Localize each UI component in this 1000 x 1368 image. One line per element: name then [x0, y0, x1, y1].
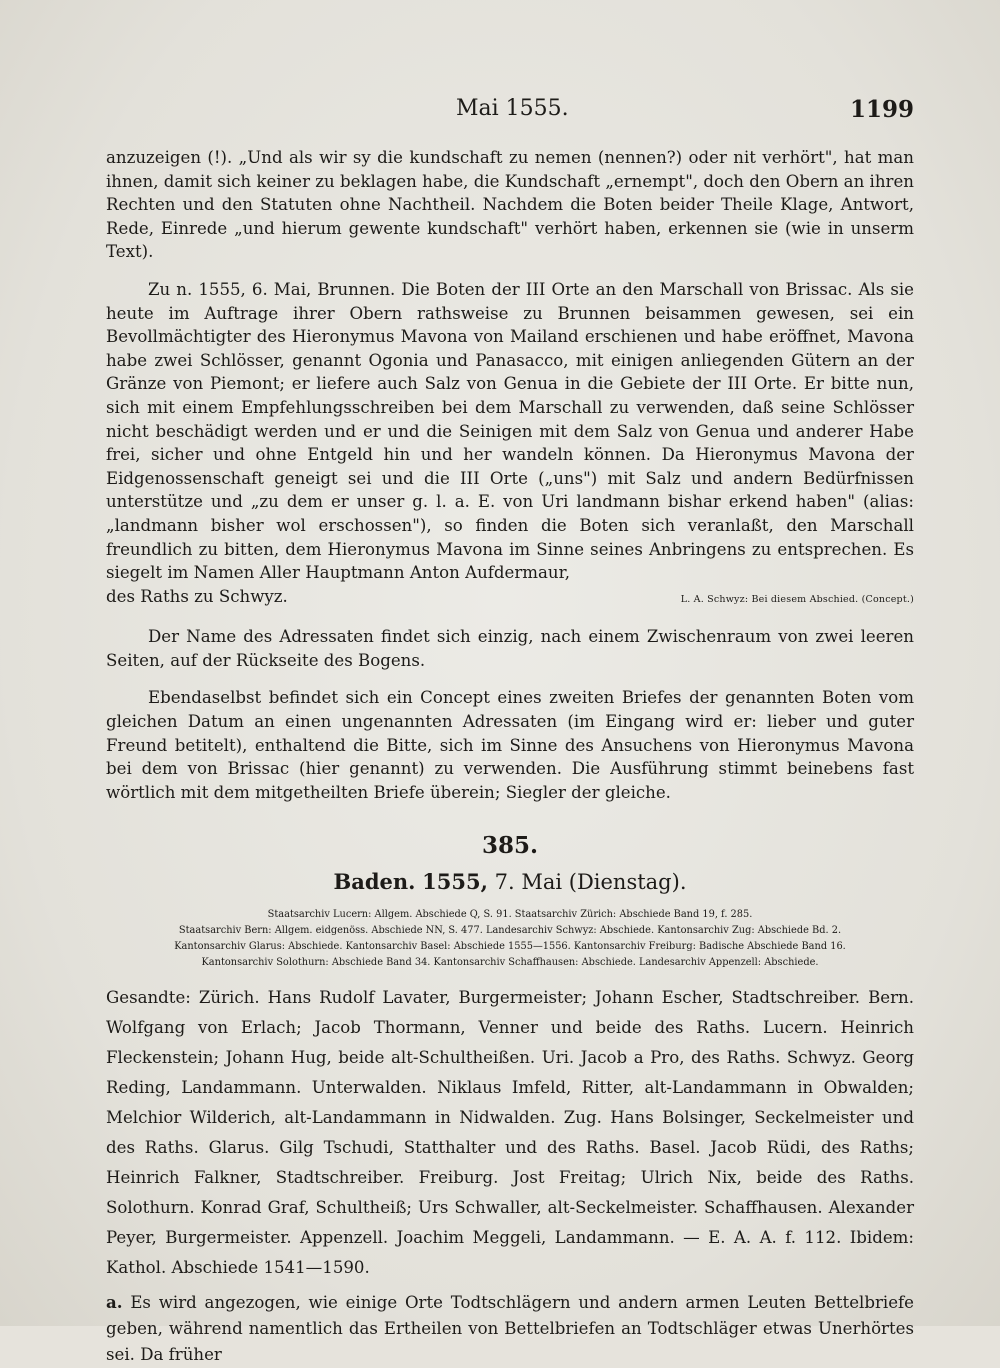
archive-line: Staatsarchiv Bern: Allgem. eidgenöss. Abschiede NN, S. 477. Landesarchiv Schwyz: Abschiede. Kantonsarchiv Zug: Abschiede Bd. 2.	[178, 924, 842, 936]
item-a-text: Es wird angezogen, wie einige Orte Todtschlägern und andern armen Leuten Bettelbriefe geben, während namentlich das Ertheilen von Bettelbriefen an Todtschläger etwas Unerhörtes sei. Da früher	[106, 1292, 914, 1364]
running-title: Mai 1555.	[456, 96, 569, 121]
page-number: 1199	[849, 96, 914, 123]
archive-line: Kantonsarchiv Solothurn: Abschiede Band 34. Kantonsarchiv Schaffhausen: Abschiede. Landesarchiv Appenzell: Abschiede.	[201, 956, 819, 968]
note-paragraph-1: Der Name des Adressaten findet sich einzig, nach einem Zwischenraum von zwei leeren Seiten, auf der Rückseite des Bogens.	[106, 627, 914, 670]
document-date: 7. Mai (Dienstag).	[494, 870, 687, 895]
archive-line: Kantonsarchiv Glarus: Abschiede. Kantonsarchiv Basel: Abschiede 1555—1556. Kantonsarchiv Freiburg: Badische Abschiede Band 16.	[174, 940, 846, 952]
page-header	[80, 96, 914, 130]
supplement-last-line: des Raths zu Schwyz.	[106, 586, 288, 606]
continuation-paragraph: anzuzeigen (!). „Und als wir sy die kundschaft zu nemen (nennen?) oder nit verhört", hat man ihnen, damit sich keiner zu beklagen habe, die Kundschaft „ernempt", doch den Obern an ihren Rechten und den Statuten ohne Nachtheil. Nachdem die Boten beider Theile Klage, Antwort, Rede, Einrede „und hierum gewente kundschaft" verhört haben, erkennen sie (wie in unserm Text).	[106, 148, 914, 262]
page-body	[106, 146, 914, 1368]
supplement-paragraph: Zu n. 1555, 6. Mai, Brunnen. Die Boten der III Orte an den Marschall von Brissac. Als sie heute im Auftrage ihrer Obern rathsweise zu Brunnen beisammen gewesen, sei ein Bevollmächtigter des Hieronymus Mavona von Mailand erschienen und habe eröffnet, Mavona habe zwei Schlösser, genannt Ogonia und Panasacco, mit einigen anliegenden Gütern an der Gränze von Piemont; er liefere auch Salz von Genua in die Gebiete der III Orte. Er bitte nun, sich mit einem Empfehlungsschreiben bei dem Marschall zu verwenden, daß seine Schlösser nicht beschädigt werden und er und die Seinigen mit dem Salz von Genua und anderer Habe frei, sicher und ohne Entgeld hin und her wandeln können. Da Hieronymus Mavona der Eidgenossenschaft geneigt sei und die III Orte („uns") mit Salz und andern Bedürfnissen unterstütze und „zu dem er unser g. l. a. E. von Uri landmann bishar erkend haben" (alias: „landmann bisher wol erschossen"), so finden die Boten sich veranlaßt, den Marschall freundlich zu bitten, dem Hieronymus Mavona im Sinne seines Anbringens zu entsprechen. Es siegelt im Namen Aller Hauptmann Anton Aufdermaur,	[106, 279, 914, 583]
document-heading	[106, 870, 914, 895]
item-a-paragraph	[106, 1289, 914, 1368]
item-letter: a.	[106, 1291, 123, 1312]
document-place: Baden.	[333, 869, 416, 895]
document-number: 385.	[481, 832, 539, 860]
delegates-paragraph: Gesandte: Zürich. Hans Rudolf Lavater, Burgermeister; Johann Escher, Stadtschreiber. Bern. Wolfgang von Erlach; Jacob Thormann, Venner und beide des Raths. Lucern. Heinrich Fleckenstein; Johann Hug, beide alt-Schultheißen. Uri. Jacob a Pro, des Raths. Schwyz. Georg Reding, Landammann. Unterwalden. Niklaus Imfeld, Ritter, alt-Landammann in Obwalden; Melchior Wilderich, alt-Landammann in Nidwalden. Zug. Hans Bolsinger, Seckelmeister und des Raths. Glarus. Gilg Tschudi, Statthalter und des Raths. Basel. Jacob Rüdi, des Raths; Heinrich Falkner, Stadtschreiber. Freiburg. Jost Freitag; Ulrich Nix, beide des Raths. Solothurn. Konrad Graf, Schultheiß; Urs Schwaller, alt-Seckelmeister. Schaffhausen. Alexander Peyer, Burgermeister. Appenzell. Joachim Meggeli, Landammann. — E. A. A. f. 112. Ibidem: Kathol. Abschiede 1541—1590.	[106, 987, 914, 1277]
source-reference: L. A. Schwyz: Bei diesem Abschied. (Concept.)	[680, 593, 914, 605]
document-year: 1555,	[422, 869, 488, 895]
archive-line: Staatsarchiv Lucern: Allgem. Abschiede Q, S. 91. Staatsarchiv Zürich: Abschiede Band 19, f. 285.	[267, 908, 753, 920]
note-paragraph-2: Ebendaselbst befindet sich ein Concept eines zweiten Briefes der genannten Boten vom gleichen Datum an einen ungenannten Adressaten (im Eingang wird er: lieber und guter Freund betitelt), enthaltend die Bitte, sich im Sinne des Ansuchens von Hieronymus Mavona bei dem von Brissac (hier genannt) zu verwenden. Die Ausführung stimmt beinebens fast wörtlich mit dem mitgetheilten Briefe überein; Siegler der gleiche.	[106, 688, 914, 802]
supplement-closing-line	[106, 585, 914, 612]
archive-references	[106, 907, 914, 971]
